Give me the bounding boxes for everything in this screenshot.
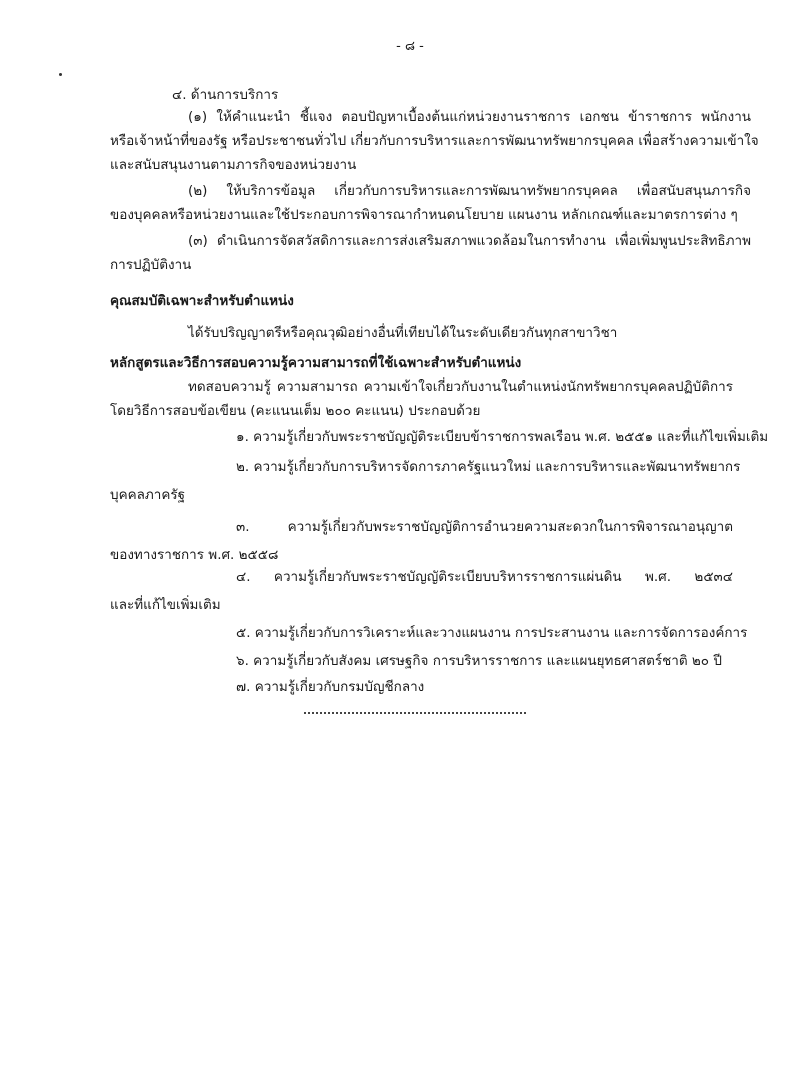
exam-item-2-line-1: ๒. ความรู้เกี่ยวกับการบริหารจัดการภาครัฐแนวใหม่ และการบริหารและพัฒนาทรัพยากร [236, 459, 741, 475]
exam-item-6: ๖. ความรู้เกี่ยวกับสังคม เศรษฐกิจ การบริหารราชการ และแผนยุทธศาสตร์ชาติ ๒๐ ปี [236, 653, 722, 669]
exam-item-4-line-1: ๔. ความรู้เกี่ยวกับพระราชบัญญัติระเบียบบริหารราชการแผ่นดิน พ.ศ. ๒๕๓๔ [236, 569, 733, 585]
service-heading: ๔. ด้านการบริการ [172, 87, 279, 103]
exam-intro-line-1: ทดสอบความรู้ ความสามารถ ความเข้าใจเกี่ยวกับงานในตำแหน่งนักทรัพยากรบุคคลปฏิบัติการ [188, 379, 733, 395]
service-item-2-line-2: ของบุคคลหรือหน่วยงานและใช้ประกอบการพิจารณากำหนดนโยบาย แผนงาน หลักเกณฑ์และมาตรการต่าง ๆ [110, 207, 738, 223]
exam-item-5: ๕. ความรู้เกี่ยวกับการวิเคราะห์และวางแผนงาน การประสานงาน และการจัดการองค์การ [236, 625, 748, 641]
qualification-heading: คุณสมบัติเฉพาะสำหรับตำแหน่ง [110, 293, 294, 309]
exam-item-7: ๗. ความรู้เกี่ยวกับกรมบัญชีกลาง [236, 679, 425, 695]
service-item-3-line-1: (๓) ดำเนินการจัดสวัสดิการและการส่งเสริมสภาพแวดล้อมในการทำงาน เพื่อเพิ่มพูนประสิทธิภาพ [188, 233, 751, 249]
exam-item-3-line-2: ของทางราชการ พ.ศ. ๒๕๕๘ [110, 547, 279, 563]
exam-item-4-line-2: และที่แก้ไขเพิ่มเติม [110, 597, 221, 613]
scan-speck [59, 73, 62, 76]
page-number: - ๘ - [396, 39, 424, 54]
service-item-1-line-3: และสนับสนุนงานตามภารกิจของหน่วยงาน [110, 157, 357, 173]
exam-item-2-line-2: บุคคลภาครัฐ [110, 487, 186, 503]
service-item-1-line-2: หรือเจ้าหน้าที่ของรัฐ หรือประชาชนทั่วไป เกี่ยวกับการบริหารและการพัฒนาทรัพยากรบุคคล เพื่อสร้างความเข้าใจ [110, 133, 759, 149]
service-item-3-line-2: การปฏิบัติงาน [110, 257, 192, 273]
end-dotted-divider [304, 712, 526, 714]
service-item-2-line-1: (๒) ให้บริการข้อมูล เกี่ยวกับการบริหารและการพัฒนาทรัพยากรบุคคล เพื่อสนับสนุนภารกิจ [188, 183, 751, 199]
qualification-text: ได้รับปริญญาตรีหรือคุณวุฒิอย่างอื่นที่เทียบได้ในระดับเดียวกันทุกสาขาวิชา [188, 325, 618, 341]
service-item-1-line-1: (๑) ให้คำแนะนำ ชี้แจง ตอบปัญหาเบื้องต้นแก่หน่วยงานราชการ เอกชน ข้าราชการ พนักงาน [188, 109, 751, 125]
exam-item-3-line-1: ๓. ความรู้เกี่ยวกับพระราชบัญญัติการอำนวยความสะดวกในการพิจารณาอนุญาต [236, 519, 733, 535]
exam-heading: หลักสูตรและวิธีการสอบความรู้ความสามารถที่ใช้เฉพาะสำหรับตำแหน่ง [110, 355, 522, 371]
exam-item-1: ๑. ความรู้เกี่ยวกับพระราชบัญญัติระเบียบข้าราชการพลเรือน พ.ศ. ๒๕๕๑ และที่แก้ไขเพิ่มเติม [236, 429, 769, 445]
exam-intro-line-2: โดยวิธีการสอบข้อเขียน (คะแนนเต็ม ๒๐๐ คะแนน) ประกอบด้วย [110, 403, 481, 419]
